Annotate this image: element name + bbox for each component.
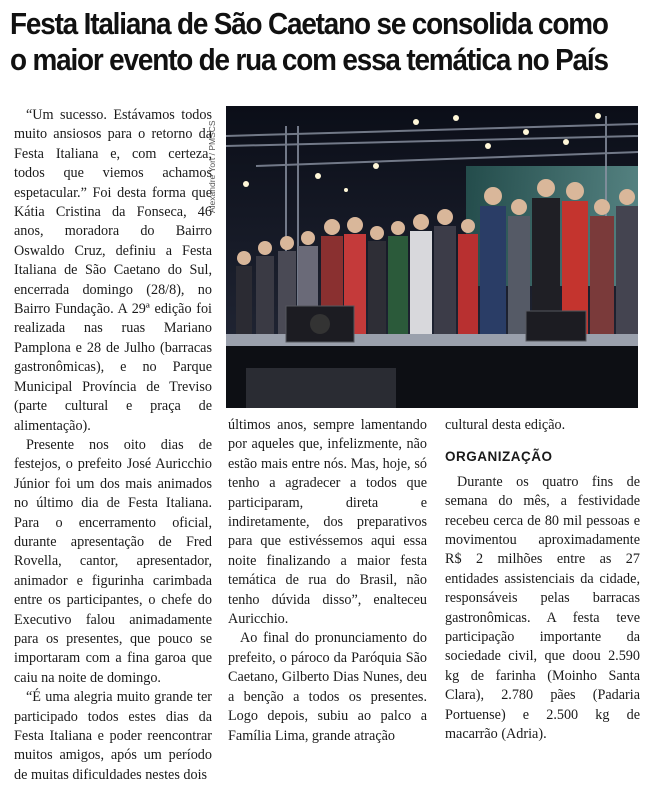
festival-stage-photo [226,106,638,408]
headline [10,6,608,78]
paragraph: cultural desta edição. [445,417,566,433]
paragraph: últimos anos, sempre lamentando por aqueles que, infelizmente, não estão mais entre nós. Mas, hoje, só tenho a agradecer a todos que participaram, direta e indiretamente, dos preparativos para que estivéssemos aqui essa noite finalizando a maior festa temática de rua do Brasil, não tenho dúvida disso”, enalteceu Auricchio. [228,417,427,628]
paragraph: “É uma alegria muito grande ter participado todos estes dias da Festa Italiana e poder reencontrar muitos amigos, após um período de muitas dificuldades nestes dois [14,689,212,783]
headline-line-1: Festa Italiana de São Caetano se consolida como [10,6,608,41]
photo-credit-text: Alexandre Yort / PMSCS [207,120,217,213]
article-column-3 [445,416,640,745]
paragraph: “Um sucesso. Estávamos todos muito ansiosos para o retorno da Festa Italiana e, com certeza, todos que viemos achamos espetacular.” Foi desta forma que Kátia Cristina da Fonseca, 46 anos, moradora do Bairro Oswaldo Cruz, definiu a Festa Italiana de São Caetano do Sul, encerrada domingo (28/8), no Bairro Fundação. A 29ª edição foi realizada nas ruas Mariano Pamplona e 28 de Julho (barracas gastronômicas), e no Parque Municipal Província de Treviso (parte cultural e praça de alimentação). [14,107,212,434]
paragraph: Ao final do pronunciamento do prefeito, o pároco da Paróquia São Caetano, Gilberto Dias Nunes, deu a benção a todos os presentes. Logo depois, subiu ao palco a Família Lima, grande atração [228,630,427,744]
section-subhead: ORGANIZAÇÃO [445,449,553,465]
paragraph: Durante os quatro fins de semana do mês, a festividade recebeu cerca de 80 mil pessoas e movimentou aproximadamente R$ 2 milhões entre as 27 entidades assistenciais da cidade, responsáveis pelas barracas gastronômicas. A festa teve participação importante da sociedade civil, que doou 2.590 kg de farinha (Moinho Santa Clara), 2.780 pães (Padaria Portuense) e 2.500 kg de macarrão (Adria). [445,473,640,743]
headline-line-2: o maior evento de rua com essa temática no País [10,42,608,77]
stage-photo-illustration [226,106,638,408]
paragraph: Presente nos oito dias de festejos, o prefeito José Auricchio Júnior foi um dos mais animados no último dia de Festa Italiana. Para o encerramento oficial, durante apresentação de Fred Rovella, cantor, apresentador, animador e figurinha carimbada entre os participantes, o chefe do Executivo falou animadamente para os presentes, que pouco se importaram com a fina garoa que caiu na noite de domingo. [14,436,212,686]
article-column-2 [228,416,427,746]
article-column-1 [14,106,212,785]
